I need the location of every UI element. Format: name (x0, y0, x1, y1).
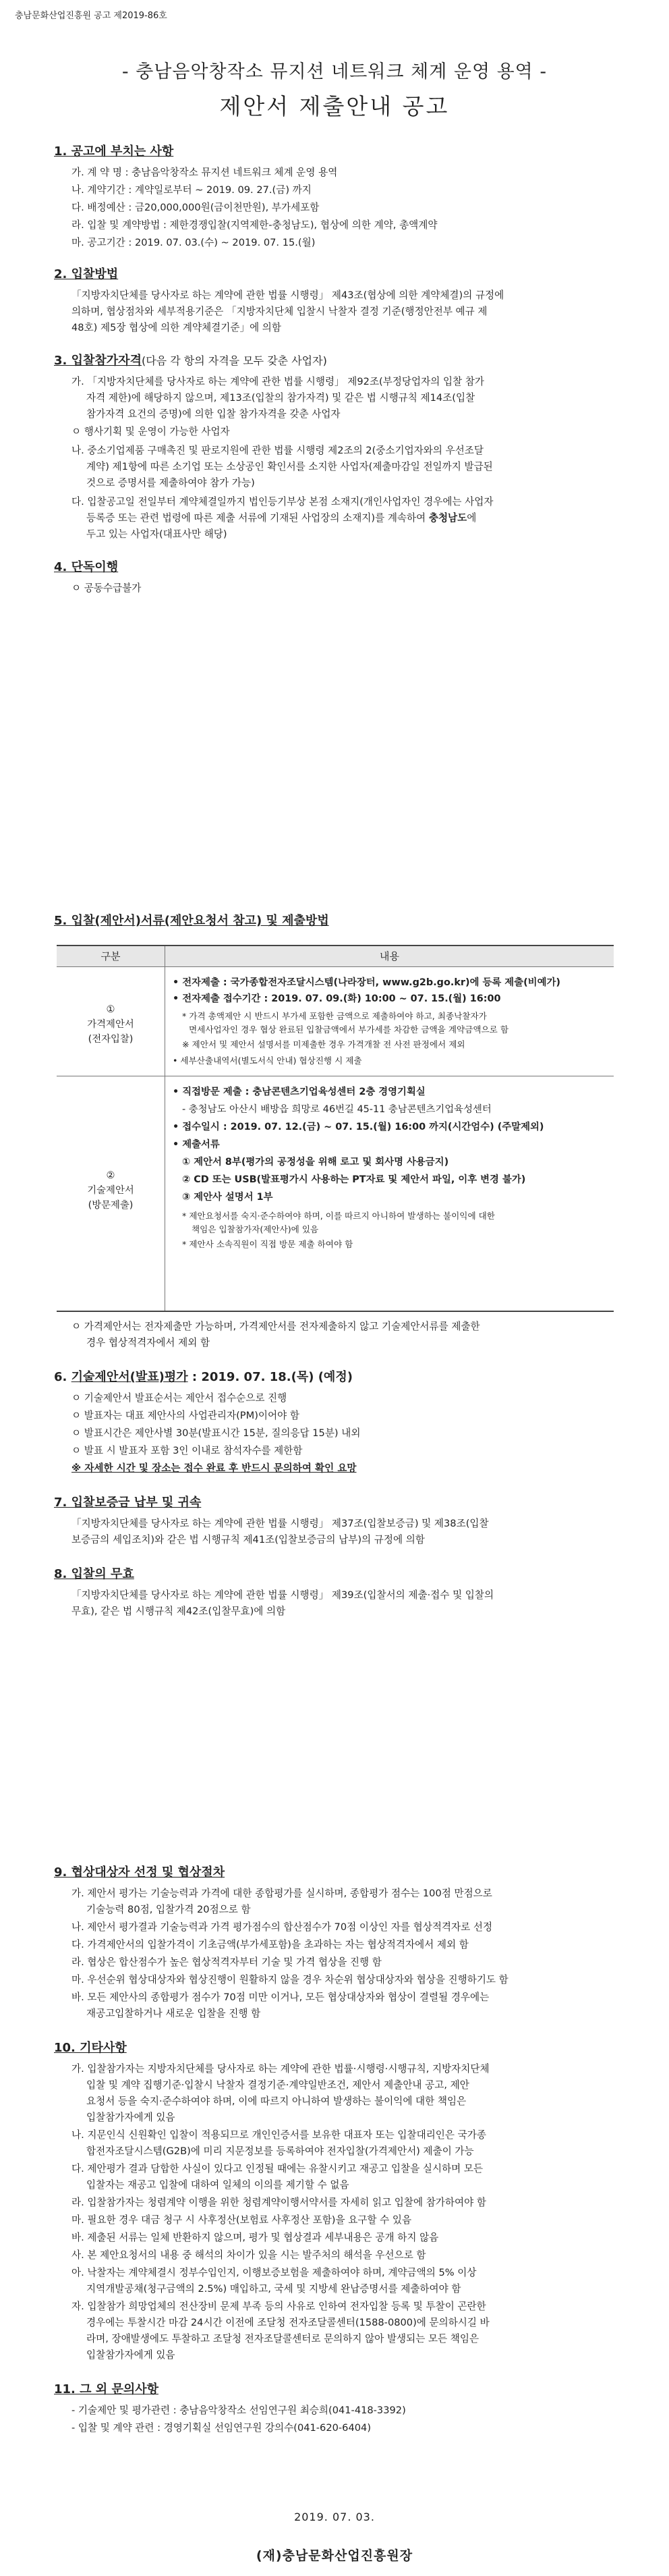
s10-g: 사. 본 제안요청서의 내용 중 해석의 차이가 있을 시는 발주처의 해석을 우선으로 함 (71, 2249, 426, 2261)
s5-note-line-2: 경우 협상적격자에서 제외 함 (86, 1337, 210, 1348)
s7-line-2: 보증금의 세입조치)와 같은 법 시행규칙 제41조(입찰보증금의 납부)의 규정에 의함 (71, 1534, 425, 1545)
page-title: 제안서 제출안내 공고 (219, 93, 450, 119)
s3-a-line-2: 자격 제한)에 해당하지 않으며, 제13조(입찰의 참가자격) 및 같은 법 시행규칙 제14조(입찰 (86, 392, 475, 404)
row2-line-5: ① 제안서 8부(평가의 공정성을 위해 로고 및 회사명 사용금지) (182, 1157, 449, 1168)
subtitle: - 충남음악창작소 뮤지션 네트워크 체계 운영 용역 - (121, 61, 548, 82)
row2-num: ② (106, 1170, 115, 1181)
section-5-title: 5. 입찰(제안서)서류(제안요청서 참고) 및 제출방법 (54, 914, 329, 928)
s10-h-line-1: 아. 낙찰자는 계약체결시 정부수입인지, 이행보증보험을 제출하여야 하며, 계약금액의 5% 이상 (71, 2267, 477, 2278)
s10-i-line-3: 라며, 장애발생에도 투찰하고 조달청 전자조달콜센터로 문의하지 않아 발생되는 모든 책임은 (86, 2333, 479, 2345)
s6-item-2: ㅇ 발표자는 대표 제안사의 사업관리자(PM)이어야 함 (71, 1410, 299, 1421)
row1-sublabel: (전자입찰) (88, 1034, 134, 1045)
s10-f: 바. 제출된 서류는 일체 반환하지 않으며, 평가 및 협상결과 세부내용은 공개 하지 않음 (71, 2232, 439, 2243)
s10-c-line-1: 다. 제안평가 결과 담합한 사실이 있다고 인정될 때에는 유찰시키고 재공고 입찰을 실시하며 모든 (71, 2163, 484, 2174)
s5-note-line-1: ㅇ 가격제안서는 전자제출만 가능하며, 가격제안서를 전자제출하지 않고 기술제안서류를 제출한 (71, 1321, 480, 1332)
issue-date: 2019. 07. 03. (294, 2511, 375, 2523)
s10-d: 라. 입찰참가자는 청렴계약 이행을 위한 청렴계약이행서약서를 자세히 읽고 입찰에 참가하여야 함 (71, 2197, 486, 2208)
s9-d: 라. 협상은 합산점수가 높은 협상적격자부터 기술 및 가격 협상을 진행 함 (71, 1956, 382, 1968)
section-8-title: 8. 입찰의 무효 (54, 1567, 134, 1581)
s11-contact-1: - 기술제안 및 평가관련 : 충남음악창작소 선임연구원 최승희(041-418-3392) (71, 2405, 406, 2416)
s1-budget: 다. 배정예산 : 금20,000,000원(금이천만원), 부가세포함 (71, 202, 320, 213)
section-11-title: 11. 그 외 문의사항 (54, 2382, 159, 2396)
s3-a-line-1: 가. 「지방자치단체를 당사자로 하는 계약에 관한 법률 시행령」 제92조(부정당업자의 입찰 참가 (71, 376, 484, 387)
s7-line-1: 「지방자치단체를 당사자로 하는 계약에 관한 법률 시행령」 제37조(입찰보증금) 및 제38조(입찰 (71, 1518, 489, 1529)
row1-line-3: * 가격 총액제안 시 반드시 부가세 포함한 금액으로 제출하여야 하고, 최종낙찰자가 (182, 1011, 487, 1021)
s11-contact-2: - 입찰 및 계약 관련 : 경영기획실 선임연구원 강의수(041-620-6404) (71, 2422, 372, 2434)
s2-line-1: 「지방자치단체를 당사자로 하는 계약에 관한 법률 시행령」 제43조(협상에 의한 계약체결)의 규정에 (71, 290, 504, 301)
section-4-title: 4. 단독이행 (54, 560, 119, 574)
s1-contract-name: 가. 계 약 명 : 충남음악창작소 뮤지션 네트워크 체계 운영 용역 (71, 167, 338, 178)
s10-b-line-2: 합전자조달시스템(G2B)에 미리 지문정보를 등록하여야 전자입찰(가격제안서) 제출이 가능 (86, 2145, 474, 2157)
s3-c-line-1: 다. 입찰공고일 전일부터 계약체결일까지 법인등기부상 본점 소재지(개인사업자인 경우에는 사업자 (71, 496, 494, 508)
s3-a-line-4: ㅇ 행사기획 및 운영이 가능한 사업자 (71, 426, 230, 437)
row2-sublabel: (방문제출) (88, 1200, 134, 1211)
row2-line-6: ② CD 또는 USB(발표평가시 사용하는 PT자료 및 제안서 파일, 이후 변경 불가) (182, 1174, 526, 1185)
row2-line-10: * 제안사 소속직원이 직접 방문 제출 하여야 함 (182, 1239, 353, 1249)
section-2-title: 2. 입찰방법 (54, 267, 119, 281)
row2-line-9: 책임은 입찰참가자(제안사)에 있음 (192, 1224, 319, 1234)
s3-c-line-3: 두고 있는 사업자(대표사만 해당) (86, 528, 227, 540)
row1-num: ① (106, 1004, 115, 1015)
section-10-title: 10. 기타사항 (54, 2041, 127, 2055)
s8-line-1: 「지방자치단체를 당사자로 하는 계약에 관한 법률 시행령」 제39조(입찰서의 제출·접수 및 입찰의 (71, 1589, 494, 1601)
s10-a-line-2: 입찰 및 계약 집행기준·입찰시 낙찰자 결정기준·계약일반조건, 제안서 제출안내 공고, 제안 (86, 2079, 469, 2091)
s1-method: 라. 입찰 및 계약방법 : 제한경쟁입찰(지역제한-충청남도), 협상에 의한 계약, 총액계약 (71, 219, 438, 231)
table-header-category: 구분 (57, 946, 165, 967)
issuer: (재)충남문화산업진흥원장 (256, 2548, 413, 2563)
s1-contract-period: 나. 계약기간 : 계약일로부터 ~ 2019. 09. 27.(금) 까지 (71, 184, 312, 196)
row2-line-7: ③ 제안사 설명서 1부 (182, 1192, 273, 1203)
s3-a-line-3: 참가자격 요건의 증명)에 의한 입찰 참가자격을 갖춘 사업자 (86, 408, 341, 420)
s10-a-line-3: 요청서 등을 숙지·준수하여야 하며, 이에 따르지 아니하여 발생하는 불이익에 대한 책임은 (86, 2095, 467, 2107)
submission-table (57, 945, 614, 1312)
row2-line-4: • 제출서류 (173, 1139, 220, 1150)
s3-b-line-3: 것으로 증명서를 제출하여야 참가 가능) (86, 477, 255, 489)
s10-e: 마. 필요한 경우 대금 청구 시 사후정산(보험료 사후정산 포함)을 요구할 수 있음 (71, 2214, 412, 2226)
s9-b: 나. 제안서 평가결과 기술능력과 가격 평가점수의 합산점수가 70점 이상인 자를 협상적격자로 선정 (71, 1921, 493, 1933)
row1-label: 가격제안서 (87, 1019, 134, 1030)
s10-a-line-4: 입찰참가자에게 있음 (86, 2112, 175, 2123)
row1-line-4: 면세사업자인 경우 협상 완료된 입찰금액에서 부가세를 차감한 금액을 계약금액으로 함 (189, 1024, 508, 1035)
s6-item-3: ㅇ 발표시간은 제안사별 30분(발표시간 15분, 질의응답 15분) 내외 (71, 1427, 361, 1439)
s3-c-line-2: 등록증 또는 관련 법령에 따른 제출 서류에 기재된 사업장의 소재지)를 계속하여 충청남도에 (86, 512, 477, 524)
row1-line-2: • 전자제출 접수기간 : 2019. 07. 09.(화) 10:00 ~ 07. 15.(월) 16:00 (173, 993, 501, 1004)
notice-number: 충남문화산업진흥원 공고 제2019-86호 (15, 11, 167, 21)
s4-item: ㅇ 공동수급불가 (71, 582, 142, 594)
row2-line-8: * 제안요청서를 숙지·준수하여야 하며, 이를 따르지 아니하여 발생하는 불이익에 대한 (182, 1211, 495, 1221)
s10-i-line-2: 경우에는 투찰시간 마감 24시간 이전에 조달청 전자조달콜센터(1588-0800)에 문의하시길 바 (86, 2317, 490, 2328)
row2-line-1: • 직접방문 제출 : 충남콘텐츠기업육성센터 2층 경영기획실 (173, 1087, 426, 1097)
s10-i-line-4: 입찰참가자에게 있음 (86, 2349, 175, 2361)
row2-line-3: • 접수일시 : 2019. 07. 12.(금) ~ 07. 15.(월) 16:00 까지(시간엄수) (주말제외) (173, 1122, 544, 1132)
section-3-title: 3. 입찰참가자격(다음 각 항의 자격을 모두 갖춘 사업자) (54, 354, 327, 368)
s9-a-line-1: 가. 제안서 평가는 기술능력과 가격에 대한 종합평가를 실시하며, 종합평가 점수는 100점 만점으로 (71, 1888, 492, 1899)
section-1-title: 1. 공고에 부치는 사항 (54, 144, 174, 159)
s10-h-line-2: 지역개발공채(청구금액의 2.5%) 매입하고, 국세 및 지방세 완납증명서를 제출하여야 함 (86, 2283, 461, 2295)
s10-a-line-1: 가. 입찰참가자는 지방자치단체를 당사자로 하는 계약에 관한 법률·시행령·시행규칙, 지방자치단체 (71, 2063, 490, 2075)
s1-period: 마. 공고기간 : 2019. 07. 03.(수) ~ 2019. 07. 15.(월) (71, 237, 316, 248)
s10-c-line-2: 입찰자는 재공고 입찰에 대하여 일체의 이의를 제기할 수 없음 (86, 2179, 349, 2191)
s3-b-line-1: 나. 중소기업제품 구매촉진 및 판로지원에 관한 법률 시행령 제2조의 2(중소기업자와의 우선조달 (71, 445, 484, 456)
section-9-title: 9. 협상대상자 선정 및 협상절차 (54, 1865, 225, 1880)
section-6-title: 6. 기술제안서(발표)평가 : 2019. 07. 18.(목) (예정) (54, 1370, 353, 1384)
table-header-content: 내용 (165, 946, 614, 967)
s9-f-line-1: 바. 모든 제안사의 종합평가 점수가 70점 미만 이거나, 모든 협상대상자와 협상이 결렬될 경우에는 (71, 1992, 490, 2003)
section-7-title: 7. 입찰보증금 납부 및 귀속 (54, 1496, 202, 1510)
row2-label: 기술제안서 (87, 1185, 134, 1196)
s8-line-2: 무효), 같은 법 시행규칙 제42조(입찰무효)에 의함 (71, 1606, 286, 1617)
s9-c: 다. 가격제안서의 입찰가격이 기초금액(부가세포함)을 초과하는 자는 협상적격자에서 제외 함 (71, 1939, 469, 1950)
row1-line-1: • 전자제출 : 국가종합전자조달시스템(나라장터, www.g2b.go.kr)에 등록 제출(비예가) (173, 977, 560, 988)
row1-line-6: • 세부산출내역서(별도서식 안내) 협상진행 시 제출 (173, 1056, 362, 1066)
s9-e: 마. 우선순위 협상대상자와 협상진행이 원활하지 않을 경우 차순위 협상대상자와 협상을 진행하기도 함 (71, 1974, 508, 1985)
row2-line-2: - 충청남도 아산시 배방읍 희망로 46번길 45-11 충남콘텐츠기업육성센터 (182, 1104, 492, 1115)
s10-b-line-1: 나. 지문인식 신원확인 입찰이 적용되므로 개인인증서를 보유한 대표자 또는 입찰대리인은 국가종 (71, 2129, 486, 2141)
s6-item-1: ㅇ 기술제안서 발표순서는 제안서 접수순으로 진행 (71, 1392, 287, 1404)
s9-a-line-2: 기술능력 80점, 입찰가격 20점으로 함 (86, 1904, 251, 1915)
s6-item-4: ㅇ 발표 시 발표자 포함 3인 이내로 참석자수를 제한함 (71, 1445, 303, 1456)
s9-f-line-2: 재공고입찰하거나 새로운 입찰을 진행 함 (86, 2008, 261, 2019)
s2-line-2: 의하며, 협상점차와 세부적용기준은 「지방자치단체 입찰시 낙찰자 결정 기준(행정안전부 예규 제 (71, 306, 488, 317)
s10-i-line-1: 자. 입찰참가 희망업체의 전산장비 문제 부족 등의 사유로 인하여 전자입찰 등록 및 투찰이 곤란한 (71, 2301, 486, 2312)
s2-line-3: 48호) 제5장 협상에 의한 계약체결기준」에 의함 (71, 322, 281, 333)
s3-b-line-2: 계약) 제1항에 따른 소기업 또는 소상공인 확인서를 소지한 사업자(제출마감일 전일까지 발급된 (86, 461, 493, 472)
s6-notice: ※ 자세한 시간 및 장소는 접수 완료 후 반드시 문의하여 확인 요망 (71, 1462, 357, 1474)
row1-line-5: ※ 제안서 및 제안서 설명서를 미제출한 경우 가격개찰 전 사전 판정에서 제외 (182, 1039, 465, 1049)
